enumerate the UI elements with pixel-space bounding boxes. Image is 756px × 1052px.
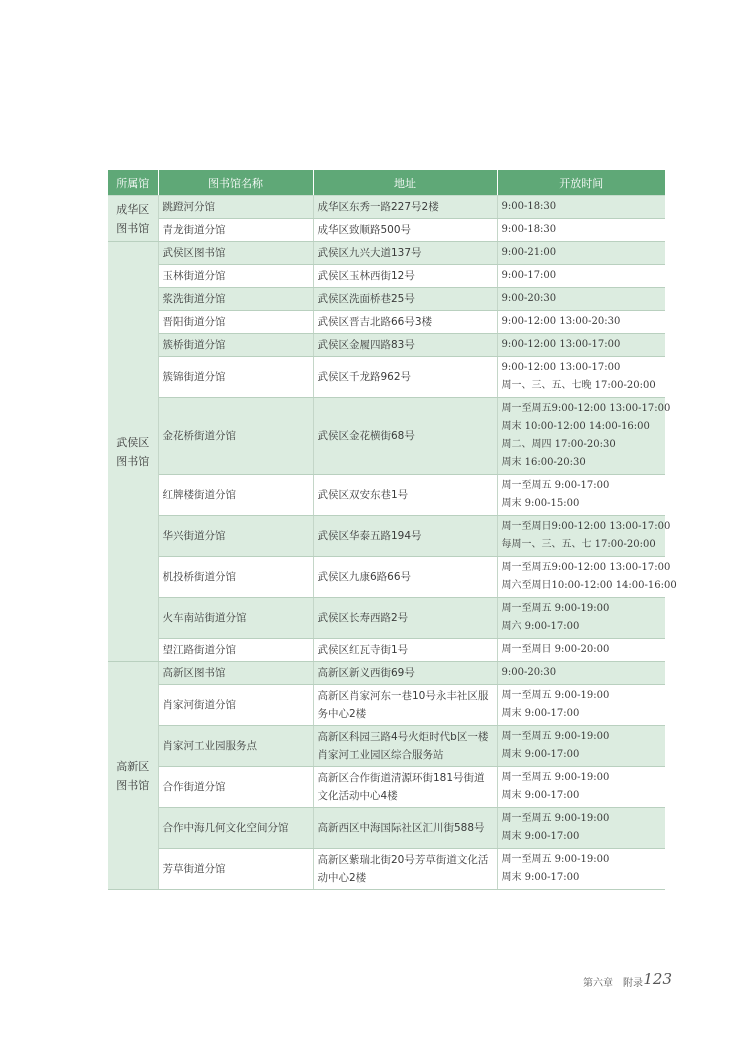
opening-hours-cell [497, 398, 671, 475]
opening-hours-cell [497, 849, 665, 890]
opening-hours-line: 周一、三、五、七晚 17:00-20:00 [501, 380, 656, 391]
opening-hours-line: 9:00-12:00 13:00-17:00 [501, 362, 621, 373]
opening-hours-line: 9:00-20:30 [501, 293, 557, 304]
table-row [108, 288, 665, 311]
opening-hours-line: 周一至周五 9:00-19:00 [501, 772, 610, 783]
opening-hours-line: 周末 16:00-20:30 [501, 457, 586, 468]
library-name-cell: 晋阳街道分馆 [158, 311, 313, 334]
opening-hours-cell [497, 196, 665, 219]
opening-hours-line: 周末 9:00-15:00 [501, 498, 580, 509]
address-cell: 高新区紫瑞北街20号芳草街道文化活动中心2楼 [313, 849, 497, 890]
opening-hours-line: 周一至周五 9:00-19:00 [501, 813, 610, 824]
opening-hours-line: 周末 9:00-17:00 [501, 749, 580, 760]
district-label: 成华区 [116, 202, 150, 216]
address-cell: 高新西区中海国际社区汇川街588号 [313, 808, 497, 849]
address-cell: 武侯区玉林西街12号 [313, 265, 497, 288]
table-header [108, 170, 665, 196]
address-cell: 武侯区金花横街68号 [313, 398, 497, 475]
opening-hours-line: 周六至周日10:00-12:00 14:00-16:00 [501, 580, 677, 591]
district-label: 武侯区 [116, 435, 150, 449]
address-cell: 高新区科园三路4号火炬时代b区一楼肖家河工业园区综合服务站 [313, 726, 497, 767]
library-name-cell: 高新区图书馆 [158, 662, 313, 685]
address-cell: 武侯区九康6路66号 [313, 557, 497, 598]
table-row [108, 639, 665, 662]
opening-hours-line: 每周一、三、五、七 17:00-20:00 [501, 539, 656, 550]
opening-hours-line: 周一至周五 9:00-17:00 [501, 480, 610, 491]
library-name-cell: 红牌楼街道分馆 [158, 475, 313, 516]
opening-hours-line: 周一至周五 9:00-19:00 [501, 731, 610, 742]
opening-hours-line: 9:00-20:30 [501, 667, 557, 678]
address-cell: 武侯区长寿西路2号 [313, 598, 497, 639]
address-cell: 武侯区华泰五路194号 [313, 516, 497, 557]
opening-hours-line: 周一至周五 9:00-19:00 [501, 690, 610, 701]
header-opening-hours: 开放时间 [497, 170, 665, 196]
opening-hours-line: 周一至周五9:00-12:00 13:00-17:00 [501, 562, 671, 573]
library-name-cell: 机投桥街道分馆 [158, 557, 313, 598]
table-row [108, 357, 665, 398]
opening-hours-cell [497, 726, 665, 767]
address-cell: 高新区肖家河东一巷10号永丰社区服务中心2楼 [313, 685, 497, 726]
opening-hours-line: 周一至周五 9:00-19:00 [501, 603, 610, 614]
opening-hours-cell [497, 265, 665, 288]
opening-hours-line: 周末 9:00-17:00 [501, 872, 580, 883]
table-row [108, 516, 665, 557]
opening-hours-line: 周一至周日9:00-12:00 13:00-17:00 [501, 521, 671, 532]
library-name-cell: 芳草街道分馆 [158, 849, 313, 890]
opening-hours-cell [497, 639, 665, 662]
opening-hours-line: 周末 9:00-17:00 [501, 708, 580, 719]
opening-hours-cell [497, 808, 665, 849]
page-footer [0, 972, 756, 992]
opening-hours-cell [497, 662, 665, 685]
header-address: 地址 [313, 170, 497, 196]
opening-hours-cell [497, 288, 665, 311]
table-row [108, 808, 665, 849]
district-label: 图书馆 [116, 778, 150, 792]
table-row [108, 398, 665, 475]
header-district: 所属馆 [108, 170, 158, 196]
table-row [108, 219, 665, 242]
table-row [108, 196, 665, 219]
library-table-container [108, 170, 677, 890]
district-cell [108, 196, 158, 242]
table-row [108, 557, 665, 598]
opening-hours-cell [497, 475, 665, 516]
library-name-cell: 武侯区图书馆 [158, 242, 313, 265]
address-cell: 武侯区红瓦寺街1号 [313, 639, 497, 662]
opening-hours-line: 9:00-12:00 13:00-20:30 [501, 316, 621, 327]
opening-hours-cell [497, 334, 665, 357]
address-cell: 高新区新义西街69号 [313, 662, 497, 685]
library-name-cell: 玉林街道分馆 [158, 265, 313, 288]
district-cell [108, 242, 158, 662]
library-name-cell: 望江路街道分馆 [158, 639, 313, 662]
address-cell: 成华区东秀一路227号2楼 [313, 196, 497, 219]
table-row [108, 265, 665, 288]
address-cell: 武侯区洗面桥巷25号 [313, 288, 497, 311]
library-name-cell: 火车南站街道分馆 [158, 598, 313, 639]
library-name-cell: 肖家河工业园服务点 [158, 726, 313, 767]
library-name-cell: 合作街道分馆 [158, 767, 313, 808]
opening-hours-line: 周一至周五 9:00-19:00 [501, 854, 610, 865]
district-label: 高新区 [116, 759, 150, 773]
library-name-cell: 青龙街道分馆 [158, 219, 313, 242]
library-name-cell: 跳蹬河分馆 [158, 196, 313, 219]
address-cell: 高新区合作街道清源环街181号街道文化活动中心4楼 [313, 767, 497, 808]
opening-hours-line: 9:00-18:30 [501, 224, 557, 235]
library-name-cell: 华兴街道分馆 [158, 516, 313, 557]
table-row [108, 849, 665, 890]
table-body [108, 196, 677, 890]
address-cell: 武侯区千龙路962号 [313, 357, 497, 398]
library-name-cell: 肖家河街道分馆 [158, 685, 313, 726]
header-library-name: 图书馆名称 [158, 170, 313, 196]
table-row [108, 598, 665, 639]
library-name-cell: 浆洗街道分馆 [158, 288, 313, 311]
table-row [108, 662, 665, 685]
table-row [108, 242, 665, 265]
district-label: 图书馆 [116, 454, 150, 468]
district-label: 图书馆 [116, 221, 150, 235]
library-name-cell: 簇锦街道分馆 [158, 357, 313, 398]
address-cell: 武侯区金履四路83号 [313, 334, 497, 357]
opening-hours-line: 9:00-17:00 [501, 270, 557, 281]
opening-hours-line: 周六 9:00-17:00 [501, 621, 580, 632]
opening-hours-cell [497, 598, 665, 639]
table-row [108, 726, 665, 767]
table-row [108, 311, 665, 334]
page-number: 123 [643, 970, 672, 988]
opening-hours-cell [497, 242, 665, 265]
header-row [108, 170, 665, 196]
opening-hours-line: 9:00-12:00 13:00-17:00 [501, 339, 621, 350]
table-row [108, 767, 665, 808]
address-cell: 武侯区九兴大道137号 [313, 242, 497, 265]
opening-hours-cell [497, 557, 677, 598]
library-table [108, 170, 677, 890]
table-row [108, 475, 665, 516]
opening-hours-cell [497, 516, 671, 557]
opening-hours-line: 周末 9:00-17:00 [501, 790, 580, 801]
opening-hours-cell [497, 311, 665, 334]
library-name-cell: 簇桥街道分馆 [158, 334, 313, 357]
opening-hours-line: 周二、周四 17:00-20:30 [501, 439, 616, 450]
opening-hours-line: 周一至周日 9:00-20:00 [501, 644, 610, 655]
library-name-cell: 合作中海几何文化空间分馆 [158, 808, 313, 849]
address-cell: 武侯区晋吉北路66号3楼 [313, 311, 497, 334]
opening-hours-cell [497, 357, 665, 398]
opening-hours-line: 周一至周五9:00-12:00 13:00-17:00 [501, 403, 671, 414]
library-name-cell: 金花桥街道分馆 [158, 398, 313, 475]
opening-hours-line: 9:00-18:30 [501, 201, 557, 212]
table-row [108, 334, 665, 357]
address-cell: 武侯区双安东巷1号 [313, 475, 497, 516]
opening-hours-cell [497, 219, 665, 242]
opening-hours-line: 9:00-21:00 [501, 247, 557, 258]
address-cell: 成华区致顺路500号 [313, 219, 497, 242]
opening-hours-line: 周末 9:00-17:00 [501, 831, 580, 842]
opening-hours-cell [497, 767, 665, 808]
opening-hours-line: 周末 10:00-12:00 14:00-16:00 [501, 421, 650, 432]
table-row [108, 685, 665, 726]
district-cell [108, 662, 158, 890]
opening-hours-cell [497, 685, 665, 726]
chapter-label: 第六章 附录 [583, 978, 643, 989]
